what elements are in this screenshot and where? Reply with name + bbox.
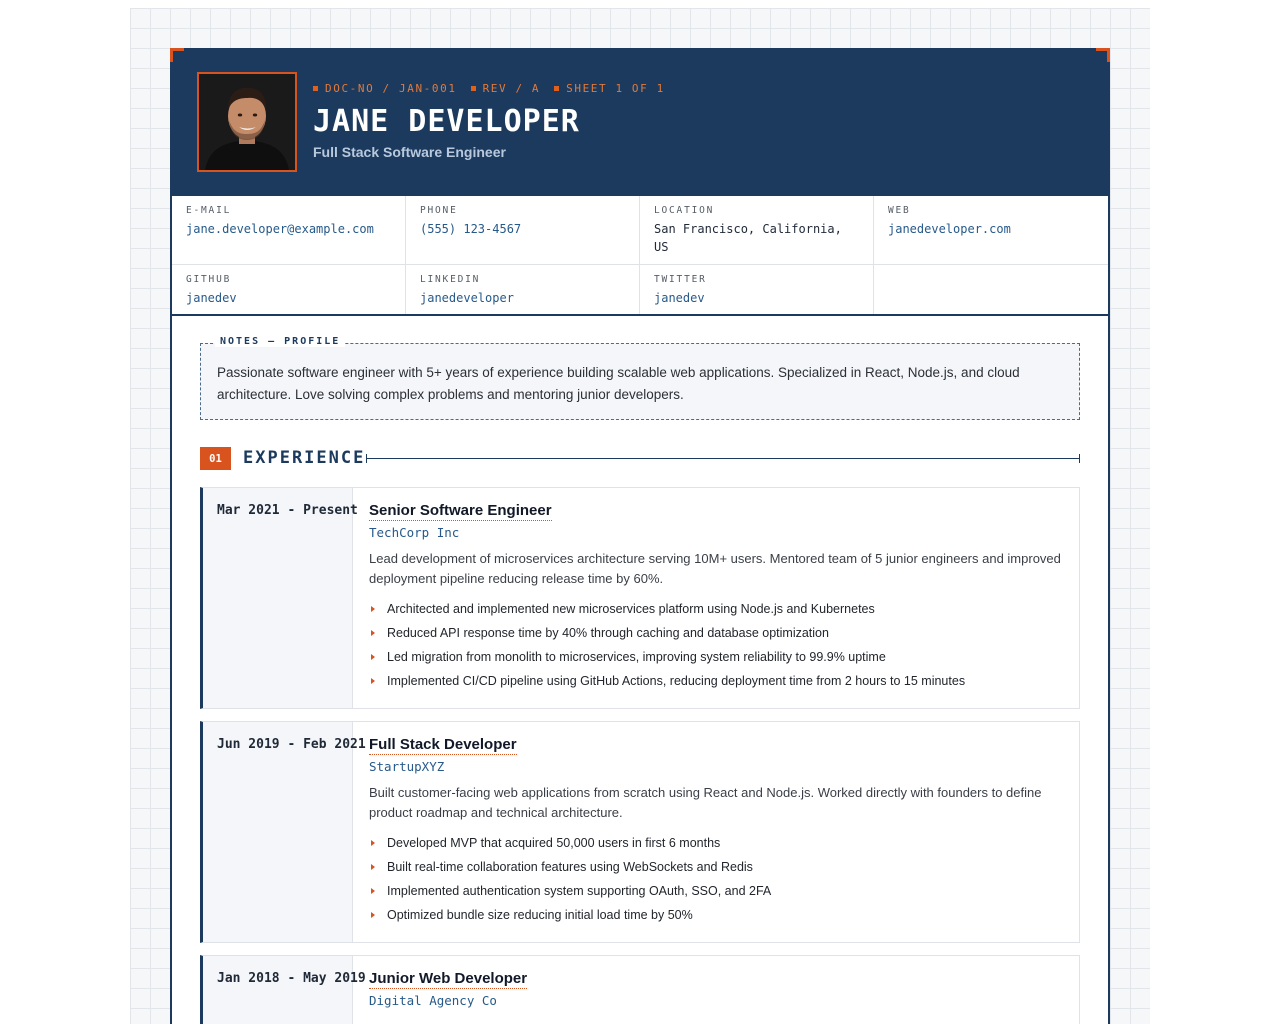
contact-email [172, 196, 406, 265]
job-company: StartupXYZ [369, 759, 445, 774]
revision: REV / A [471, 82, 541, 95]
job-content [369, 970, 1069, 1008]
contact-label: E-MAIL [186, 205, 232, 216]
contact-label: LOCATION [654, 205, 715, 216]
contact-label: PHONE [420, 205, 458, 216]
contact-linkedin [406, 265, 640, 316]
location-value: San Francisco, California, US [654, 222, 842, 254]
job-role: Senior Software Engineer [369, 502, 552, 519]
profile-notes [200, 336, 1080, 420]
job-dates: Mar 2021 - Present [217, 503, 358, 518]
job-entry [200, 487, 1080, 709]
contact-github [172, 265, 406, 316]
job-company: Digital Agency Co [369, 993, 497, 1008]
person-name: JANE DEVELOPER [313, 104, 580, 139]
job-role: Full Stack Developer [369, 736, 517, 753]
highlight-item: Developed MVP that acquired 50,000 users in first 6 months [369, 831, 1069, 855]
portrait-photo-icon [199, 74, 295, 170]
job-content [369, 502, 1069, 693]
job-entry [200, 721, 1080, 943]
sheet-count: SHEET 1 OF 1 [554, 82, 665, 95]
contact-label: GITHUB [186, 274, 232, 285]
contact-web [874, 196, 1108, 265]
highlight-item: Architected and implemented new microservices platform using Node.js and Kubernetes [369, 597, 1069, 621]
doc-number: DOC-NO / JAN-001 [313, 82, 457, 95]
twitter-link[interactable]: janedev [654, 291, 705, 305]
corner-mark-top-right [1096, 48, 1110, 62]
job-description: Lead development of microservices architecture serving 10M+ users. Mentored team of 5 junior engineers and improved deployment pipeline reducing release time by 60%. [369, 551, 1061, 586]
notes-label: NOTES — PROFILE [215, 336, 345, 347]
email-link[interactable]: jane.developer@example.com [186, 222, 374, 236]
job-content [369, 736, 1069, 927]
highlight-item: Implemented authentication system supporting OAuth, SSO, and 2FA [369, 879, 1069, 903]
contact-location [640, 196, 874, 265]
job-date-column [203, 488, 353, 708]
resume-header [172, 48, 1108, 196]
job-description: Built customer-facing web applications from scratch using React and Node.js. Worked directly with founders to define product roadmap and technical architecture. [369, 785, 1042, 820]
section-title-experience: EXPERIENCE [243, 448, 366, 468]
profile-summary: Passionate software engineer with 5+ years of experience building scalable web applications. Specialized in React, Node.js, and cloud architecture. Love solving complex problems and mentoring junior developers. [217, 365, 1020, 402]
avatar [197, 72, 297, 172]
highlight-item: Reduced API response time by 40% through caching and database optimization [369, 621, 1069, 645]
job-date-column [203, 722, 353, 942]
phone-link[interactable]: (555) 123-4567 [420, 222, 522, 236]
job-date-column [203, 956, 353, 1024]
github-link[interactable]: janedev [186, 291, 237, 305]
job-title: Full Stack Software Engineer [313, 144, 506, 160]
section-number-badge: 01 [200, 447, 231, 470]
contact-label: WEB [888, 205, 911, 216]
job-role: Junior Web Developer [369, 970, 528, 987]
contact-divider [172, 314, 1108, 316]
job-entry [200, 955, 1080, 1024]
highlight-item: Implemented CI/CD pipeline using GitHub Actions, reducing deployment time from 2 hours to 15 minutes [369, 669, 1069, 693]
document-meta [313, 82, 665, 95]
website-link[interactable]: janedeveloper.com [888, 222, 1011, 236]
highlight-item: Built real-time collaboration features using WebSockets and Redis [369, 855, 1069, 879]
contact-phone [406, 196, 640, 265]
contact-grid [172, 196, 1108, 316]
linkedin-link[interactable]: janedeveloper [420, 291, 514, 305]
corner-mark-top-left [170, 48, 184, 62]
job-dates: Jun 2019 - Feb 2021 [217, 737, 366, 752]
contact-label: TWITTER [654, 274, 707, 285]
highlight-item: Optimized bundle size reducing initial load time by 50% [369, 903, 1069, 927]
job-company: TechCorp Inc [369, 525, 460, 540]
job-highlights [369, 831, 1069, 927]
section-rule [366, 458, 1080, 459]
job-highlights [369, 597, 1069, 693]
resume-sheet [170, 48, 1110, 1024]
highlight-item: Led migration from monolith to microservices, improving system reliability to 99.9% uptime [369, 645, 1069, 669]
job-dates: Jan 2018 - May 2019 [217, 971, 366, 986]
contact-twitter [640, 265, 874, 316]
contact-label: LINKEDIN [420, 274, 481, 285]
